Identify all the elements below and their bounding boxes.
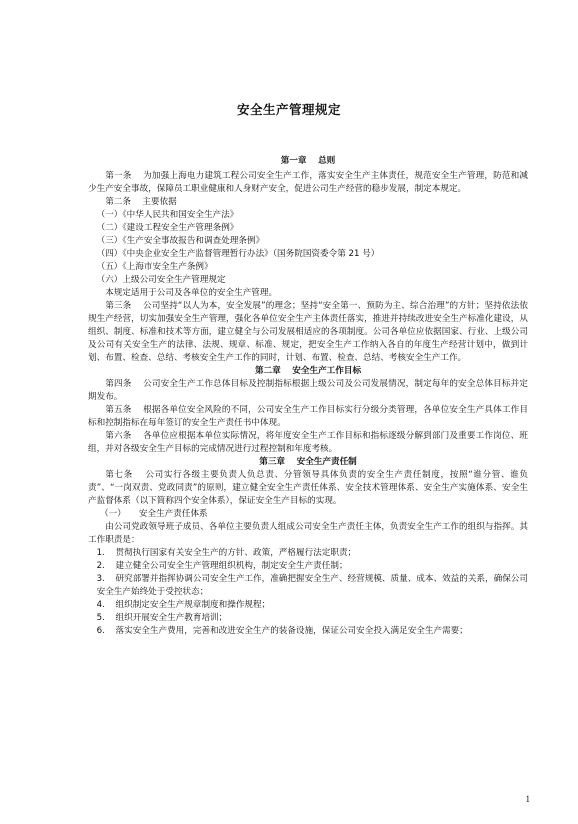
duty-item [88, 560, 528, 573]
duty-number: 3. [96, 574, 105, 584]
article-3: 第三条 公司坚持“以人为本，安全发展”的理念；坚持“安全第一、预防为主、综合治理”的方针；坚持依法依规生产经营，切实加强安全生产管理，强化各单位安全生产主体责任落实，推进并持续改进安全生产标准化建设，从组织、制度、标准和技术等方面，建立健全与公司发展相适应的各项制度。公司各单位应依据国家、行业、上级公司及公司有关安全生产的法律、法规、规章、标准、规定，把安全生产工作纳入各自的年度生产经营计划中，做到计划、布置、检查、总结、考核安全生产工作的同时，计划、布置、检查、总结、考核安全生产工作。 [88, 301, 528, 363]
page-number: 1 [525, 794, 530, 804]
article-6: 第六条 各单位应根据本单位实际情况，将年度安全生产工作目标和指标逐级分解到部门及重要工作岗位、班组，并对各级安全生产目标的完成情况进行过程控制和年度考核。 [88, 431, 528, 454]
duty-item [88, 612, 528, 625]
document-title: 安全生产管理规定 [236, 102, 341, 117]
article-7: 第七条 公司实行各级主要负责人负总责、分管领导具体负责的安全生产责任制度，按照“谁分管、谁负责”、“一岗双责、党政同责”的原则，建立健全安全生产责任体系、安全技术管理体系、安全生产实施体系、安全生产监督体系（以下简称四个安全体系），保证安全生产目标的实现。 [88, 470, 528, 506]
duty-text: 研究部署并指挥协调公司安全生产工作，准确把握安全生产、经营规模、质量、成本、效益的关系，确保公司安全生产始终处于受控状态； [96, 574, 529, 597]
basis-item: （五）《上海市安全生产条例》 [96, 262, 213, 272]
duty-number: 5. [96, 613, 105, 623]
duty-text: 组织开展安全生产教育培训； [115, 613, 228, 623]
subsection-heading [88, 508, 528, 521]
duty-text: 落实安全生产费用，完善和改进安全生产的装备设施，保证公司安全投入满足安全生产需要； [115, 626, 468, 636]
basis-item: （六）上级公司安全生产管理规定 [96, 275, 226, 285]
duty-item [88, 573, 528, 599]
duty-item [88, 599, 528, 612]
duty-number: 1. [96, 548, 105, 558]
duty-list [88, 547, 528, 638]
duty-number: 6. [96, 626, 105, 636]
duty-text: 组织制定安全生产规章制度和操作规程； [115, 600, 271, 610]
subsection-label: （一） [100, 509, 126, 519]
article-4: 第四条 公司安全生产工作总体目标及控制指标根据上级公司及公司发展情况，制定每年的安全总体目标并定期发布。 [88, 379, 528, 402]
article-1: 第一条 为加强上海电力建筑工程公司安全生产工作，落实安全生产主体责任，规范安全生产管理，防范和减少生产安全事故，保障员工职业健康和人身财产安全，促进公司生产经营的稳步发展，制定本规定。 [88, 171, 528, 194]
scope-statement: 本规定适用于公司及各单位的安全生产管理。 [105, 288, 278, 298]
subsection-intro: 由公司党政领导班子成员、各单位主要负责人组成公司安全生产责任主体，负责安全生产工作的组织与指挥。其工作职责是： [88, 522, 528, 545]
document-body [88, 153, 528, 638]
article-2: 第二条 主要依据 [105, 197, 177, 207]
duty-text: 建立健全公司安全生产管理组织机构，制定安全生产责任制； [115, 561, 348, 571]
chapter-3-heading: 第三章 安全生产责任制 [259, 457, 357, 467]
basis-item: （三）《生产安全事故报告和调查处理条例》 [96, 236, 265, 246]
basis-item: （一）《中华人民共和国安全生产法》 [96, 210, 239, 220]
duty-item [88, 625, 528, 638]
chapter-2-heading: 第二章 安全生产工作目标 [254, 366, 362, 376]
basis-item: （四）《中央企业安全生产监督管理暂行办法》（国务院国资委令第 21 号） [96, 249, 380, 259]
chapter-1-heading: 第一章 总则 [280, 156, 336, 166]
basis-item: （二）《建设工程安全生产管理条例》 [96, 223, 239, 233]
duty-number: 2. [96, 561, 105, 571]
duty-item [88, 547, 528, 560]
duty-number: 4. [96, 600, 105, 610]
article-5: 第五条 根据各单位安全风险的不同，公司安全生产工作目标实行分级分类管理，各单位安全生产具体工作目标和控制指标在每年签订的安全生产责任书中体现。 [88, 405, 528, 428]
duty-text: 贯彻执行国家有关安全生产的方针、政策，严格履行法定职责； [115, 548, 357, 558]
subsection-title: 安全生产责任体系 [138, 509, 208, 519]
